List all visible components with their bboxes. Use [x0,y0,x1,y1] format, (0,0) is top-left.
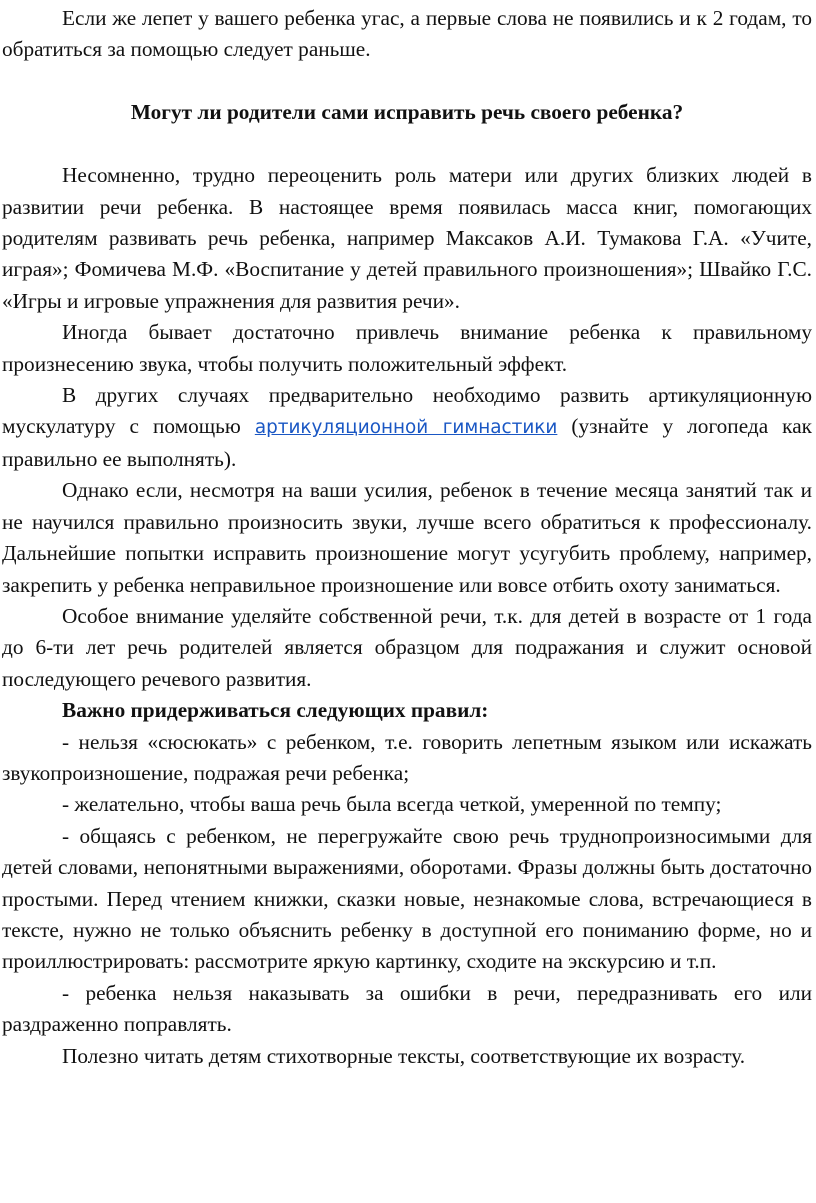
document-page [2,3,812,1072]
paragraph-articulation-text-start: В других случаях предварительно необходимо развить артикуляционную мускулатуру с помощью [2,383,812,439]
paragraph-books: Несомненно, трудно переоценить роль матери или других близких людей в развитии речи ребенка. В настоящее время появилась масса книг, помогающих родителям развивать речь ребенка, например Максаков А.И. Тумакова Г.А. «Учите, играя»; Фомичева М.Ф. «Воспитание у детей правильного произношения»; Швайко Г.С. «Игры и игровые упражнения для развития речи». [2,163,812,313]
rule-item-1: - нельзя «сюсюкать» с ребенком, т.е. говорить лепетным языком или искажать звукопроизношение, подражая речи ребенка; [2,729,812,785]
paragraph-professional: Однако если, несмотря на ваши усилия, ребенок в течение месяца занятий так и не научился правильно произносить звуки, лучше всего обратиться к профессионалу. Дальнейшие попытки исправить произношение могут усугубить проблему, например, закрепить у ребенка неправильное произношение или вовсе отбить охоту заниматься. [2,478,812,597]
rule-item-3: - общаясь с ребенком, не перегружайте свою речь труднопроизносимыми для детей словами, непонятными выражениями, оборотами. Фразы должны быть достаточно простыми. Перед чтением книжки, сказки новые, незнакомые слова, встречающиеся в тексте, нужно не только объяснить ребенку в доступной его пониманию форме, но и проиллюстрировать: рассмотрите яркую картинку, сходите на экскурсию и т.п. [2,823,812,974]
paragraph-intro: Если же лепет у вашего ребенка угас, а первые слова не появились и к 2 годам, то обратиться за помощью следует раньше. [2,6,812,62]
paragraph-own-speech: Особое внимание уделяйте собственной речи, т.к. для детей в возрасте от 1 года до 6-ти лет речь родителей является образцом для подражания и служит основой последующего речевого развития. [2,603,812,691]
rule-item-2: - желательно, чтобы ваша речь была всегда четкой, умеренной по темпу; [62,792,722,817]
section-heading: Могут ли родители сами исправить речь своего ребенка? [130,99,684,124]
paragraph-articulation [2,380,812,475]
rule-item-4: - ребенка нельзя наказывать за ошибки в речи, передразнивать его или раздраженно поправлять. [2,980,812,1037]
paragraph-articulation-text-end: (узнайте у логопеда как правильно ее выполнять). [2,414,812,471]
rules-title: Важно придерживаться следующих правил: [62,698,489,723]
articulation-gymnastics-link[interactable]: артикуляционной гимнастики [254,417,558,439]
paragraph-attention: Иногда бывает достаточно привлечь внимание ребенка к правильному произнесению звука, чтобы получить положительный эффект. [2,320,812,376]
paragraph-poems: Полезно читать детям стихотворные тексты, соответствующие их возрасту. [62,1043,746,1068]
